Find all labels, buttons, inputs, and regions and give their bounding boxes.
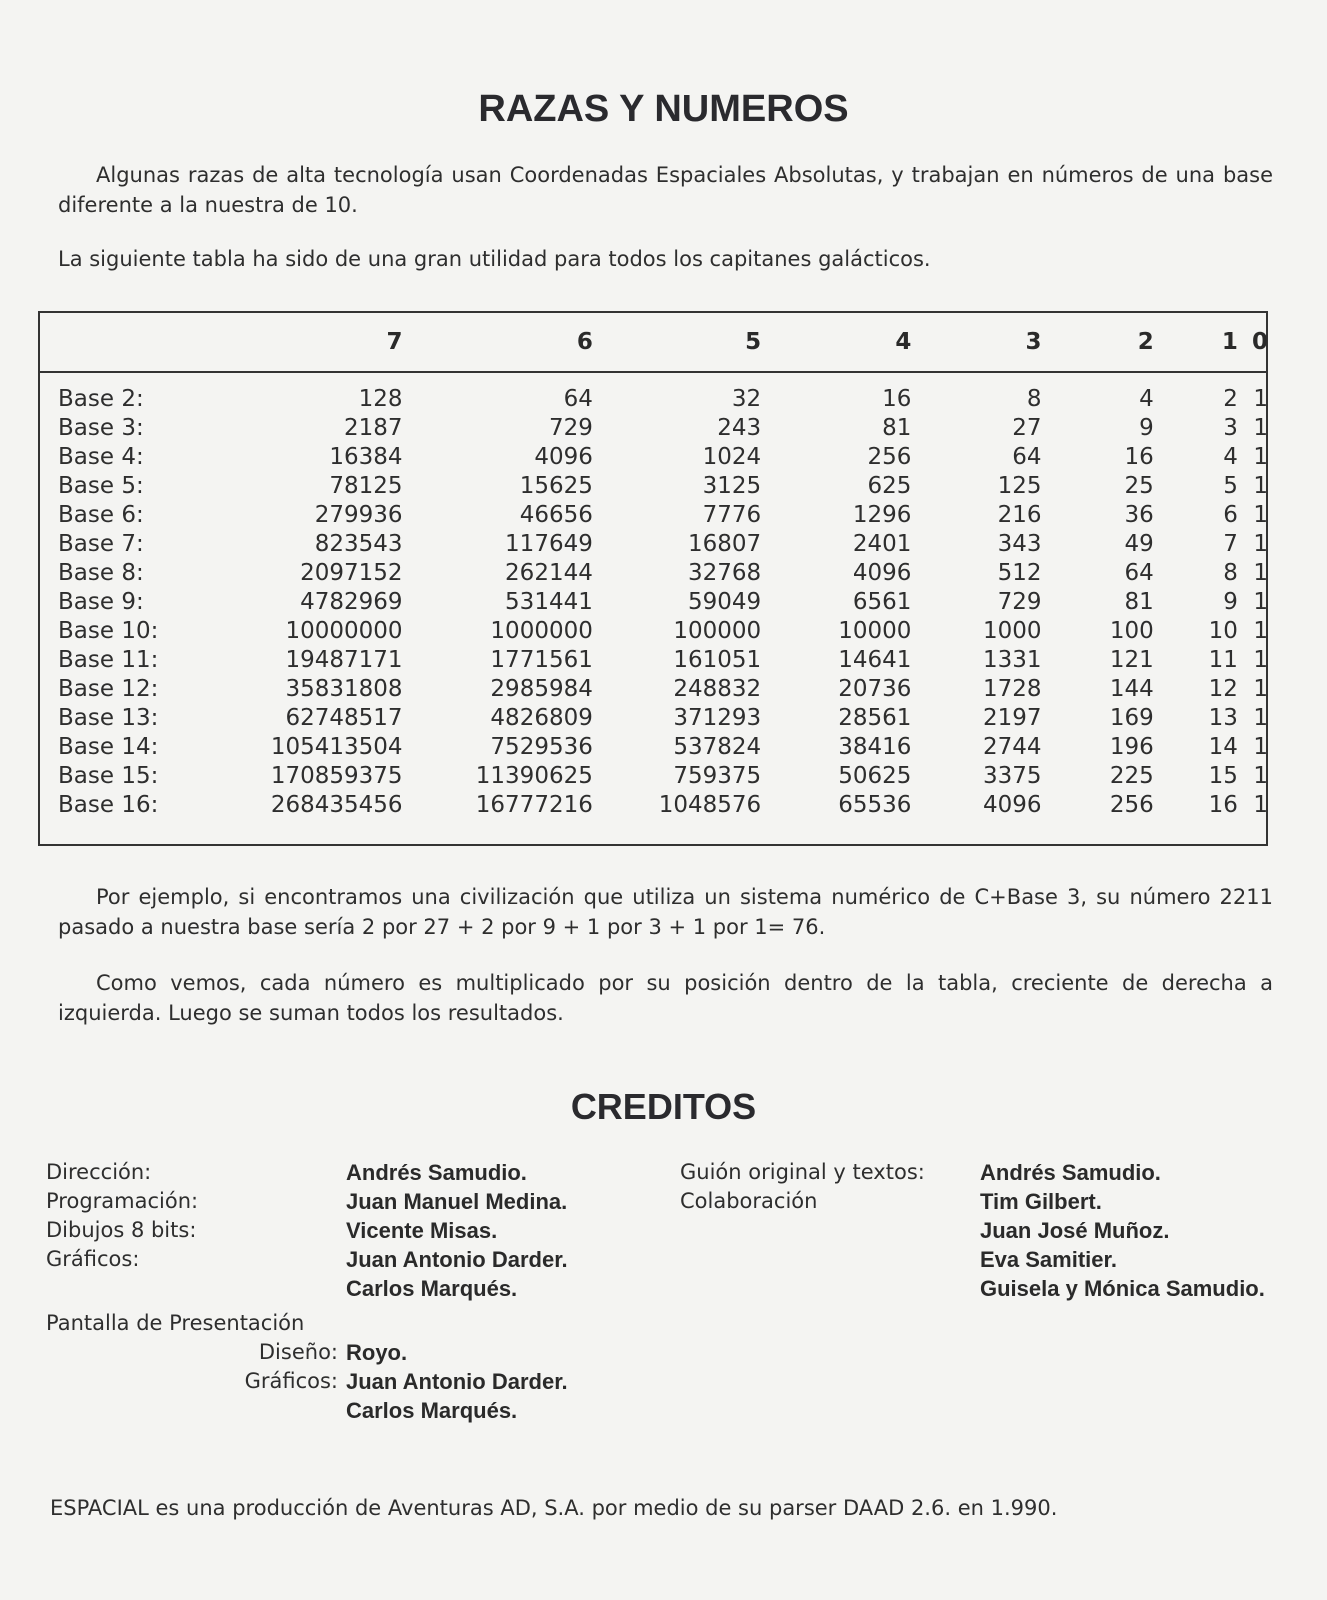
table-cell: 4 <box>1223 444 1238 470</box>
credit-row <box>46 1274 568 1303</box>
table-cell: 9 <box>1223 589 1238 615</box>
table-cell: 1 <box>1253 734 1268 760</box>
table-cell: 59049 <box>687 589 762 615</box>
table-row <box>40 762 1268 791</box>
table-cell: 65536 <box>838 792 912 818</box>
table-cell: 1 <box>1253 705 1268 731</box>
credit-row <box>46 1158 568 1187</box>
example-paragraph: Por ejemplo, si encontramos una civilización que utiliza un sistema numérico de C+Base 3, su número 2211 pasado a nuestra base sería 2 por 27 + 2 por 9 + 1 por 3 + 1 por 1= 76. <box>58 885 1273 939</box>
table-cell: 121 <box>1109 647 1154 673</box>
table-cell: 1 <box>1253 531 1268 557</box>
table-cell: 16 <box>1208 792 1238 818</box>
table-cell: 16 <box>1124 444 1154 470</box>
column-header-power-0: 0 <box>1251 329 1268 355</box>
table-cell: 512 <box>997 560 1042 586</box>
table-cell: 1 <box>1253 792 1268 818</box>
table-cell: 28561 <box>838 705 912 731</box>
credit-name: Juan Antonio Darder. <box>346 1369 568 1394</box>
row-label: Base 2: <box>58 386 144 412</box>
table-cell: 8 <box>1223 560 1238 586</box>
page-title: RAZAS Y NUMEROS <box>478 88 849 130</box>
column-header-power-7: 7 <box>386 329 403 355</box>
table-cell: 49 <box>1124 531 1154 557</box>
table-cell: 1000000 <box>490 618 593 644</box>
table-cell: 196 <box>1109 734 1154 760</box>
table-row <box>40 733 1268 762</box>
table-cell: 1 <box>1253 589 1268 615</box>
table-cell: 14641 <box>838 647 912 673</box>
table-cell: 2097152 <box>300 560 403 586</box>
credit-row <box>46 1309 568 1338</box>
credit-name: Vicente Misas. <box>346 1218 498 1243</box>
table-cell: 1 <box>1253 386 1268 412</box>
table-cell: 4782969 <box>300 589 403 615</box>
table-row <box>40 588 1268 617</box>
row-label: Base 10: <box>58 618 159 644</box>
table-cell: 225 <box>1109 763 1154 789</box>
table-cell: 19487171 <box>285 647 403 673</box>
table-cell: 105413504 <box>270 734 403 760</box>
credit-row <box>46 1338 568 1367</box>
table-cell: 4826809 <box>490 705 593 731</box>
credit-name: Andrés Samudio. <box>980 1160 1161 1185</box>
table-cell: 1048576 <box>658 792 762 818</box>
table-cell: 823543 <box>314 531 403 557</box>
credit-role: Gráficos: <box>244 1369 338 1393</box>
credit-role: Gráficos: <box>46 1247 140 1271</box>
column-header-power-1: 1 <box>1221 329 1238 355</box>
row-label: Base 9: <box>58 589 144 615</box>
table-cell: 11 <box>1208 647 1238 673</box>
row-label: Base 5: <box>58 473 144 499</box>
row-label: Base 7: <box>58 531 144 557</box>
table-cell: 256 <box>867 444 912 470</box>
column-header-power-6: 6 <box>576 329 593 355</box>
credit-name: Juan Manuel Medina. <box>346 1189 568 1214</box>
table-cell: 248832 <box>673 676 762 702</box>
table-cell: 1 <box>1253 560 1268 586</box>
row-label: Base 4: <box>58 444 144 470</box>
table-cell: 1296 <box>852 502 912 528</box>
table-cell: 81 <box>882 415 912 441</box>
table-cell: 15625 <box>519 473 593 499</box>
credit-role: Programación: <box>46 1189 199 1213</box>
credit-row <box>680 1158 1265 1187</box>
table-cell: 32768 <box>687 560 762 586</box>
footer-note: ESPACIAL es una producción de Aventuras AD, S.A. por medio de su parser DAAD 2.6. en 1.990. <box>50 1496 1058 1520</box>
credit-name: Carlos Marqués. <box>346 1276 518 1301</box>
credit-row <box>680 1216 1265 1245</box>
table-cell: 2985984 <box>490 676 593 702</box>
column-header-power-5: 5 <box>745 329 762 355</box>
table-cell: 125 <box>997 473 1042 499</box>
table-row <box>40 371 1268 414</box>
credits-right-column <box>680 1158 1265 1303</box>
table-cell: 78125 <box>329 473 403 499</box>
table-cell: 2744 <box>983 734 1042 760</box>
table-cell: 1 <box>1253 444 1268 470</box>
credit-row <box>680 1187 1265 1216</box>
table-cell: 64 <box>563 386 593 412</box>
table-cell: 729 <box>997 589 1042 615</box>
table-row <box>40 704 1268 733</box>
table-row <box>40 414 1268 443</box>
table-cell: 62748517 <box>285 705 403 731</box>
table-cell: 2197 <box>983 705 1042 731</box>
credit-name: Carlos Marqués. <box>346 1398 518 1423</box>
credits-title: CREDITOS <box>570 1086 757 1127</box>
table-cell: 1000 <box>983 618 1042 644</box>
table-cell: 1331 <box>983 647 1042 673</box>
table-cell: 1 <box>1253 676 1268 702</box>
credit-role: Dibujos 8 bits: <box>46 1218 197 1242</box>
credit-name: Juan José Muñoz. <box>980 1218 1170 1243</box>
table-cell: 15 <box>1208 763 1238 789</box>
table-cell: 625 <box>867 473 912 499</box>
credit-role: Colaboración <box>680 1189 818 1213</box>
table-cell: 35831808 <box>285 676 403 702</box>
table-cell: 10000 <box>838 618 912 644</box>
table-cell: 8 <box>1026 386 1042 412</box>
table-cell: 144 <box>1109 676 1154 702</box>
row-label: Base 8: <box>58 560 144 586</box>
table-cell: 531441 <box>505 589 593 615</box>
table-cell: 216 <box>997 502 1042 528</box>
table-cell: 20736 <box>838 676 912 702</box>
credit-row <box>46 1396 568 1425</box>
table-row <box>40 501 1268 530</box>
table-cell: 13 <box>1208 705 1238 731</box>
intro-paragraph: Algunas razas de alta tecnología usan Coordenadas Espaciales Absolutas, y trabajan en números de una base diferente a la nuestra de 10. <box>58 163 1273 217</box>
row-label: Base 11: <box>58 647 159 673</box>
table-cell: 38416 <box>838 734 912 760</box>
table-cell: 3125 <box>702 473 762 499</box>
credit-name: Royo. <box>346 1340 408 1365</box>
table-cell: 4 <box>1139 386 1154 412</box>
table-cell: 7 <box>1223 531 1238 557</box>
table-body <box>40 371 1268 820</box>
powers-table <box>40 313 1268 820</box>
credit-role: Dirección: <box>46 1160 152 1184</box>
table-cell: 2187 <box>344 415 403 441</box>
table-cell: 3 <box>1223 415 1238 441</box>
credit-name: Guisela y Mónica Samudio. <box>980 1276 1265 1301</box>
table-cell: 5 <box>1223 473 1238 499</box>
row-label: Base 6: <box>58 502 144 528</box>
row-label: Base 3: <box>58 415 144 441</box>
table-cell: 161051 <box>673 647 762 673</box>
table-cell: 128 <box>358 386 403 412</box>
header-spacer <box>40 313 230 371</box>
table-header-row <box>40 313 1268 371</box>
table-cell: 268435456 <box>270 792 403 818</box>
table-cell: 4096 <box>534 444 593 470</box>
credit-role: Diseño: <box>258 1340 338 1364</box>
table-cell: 11390625 <box>475 763 593 789</box>
table-cell: 16 <box>882 386 912 412</box>
credit-role: Guión original y textos: <box>680 1160 925 1184</box>
table-cell: 16777216 <box>475 792 593 818</box>
table-cell: 729 <box>548 415 593 441</box>
credit-name: Eva Samitier. <box>980 1247 1117 1272</box>
credit-row <box>46 1216 568 1245</box>
table-cell: 279936 <box>314 502 403 528</box>
table-cell: 343 <box>997 531 1042 557</box>
table-cell: 1 <box>1253 763 1268 789</box>
table-cell: 1024 <box>702 444 762 470</box>
table-cell: 27 <box>1012 415 1042 441</box>
table-cell: 1 <box>1253 618 1268 644</box>
table-row <box>40 559 1268 588</box>
table-cell: 7529536 <box>490 734 593 760</box>
table-cell: 1 <box>1253 473 1268 499</box>
credit-name: Juan Antonio Darder. <box>346 1247 568 1272</box>
intro-paragraph-2: La siguiente tabla ha sido de una gran utilidad para todos los capitanes galácticos. <box>58 247 931 271</box>
table-cell: 16807 <box>687 531 762 557</box>
table-row <box>40 530 1268 559</box>
table-cell: 262144 <box>505 560 593 586</box>
table-cell: 256 <box>1109 792 1154 818</box>
table-cell: 4096 <box>852 560 912 586</box>
table-cell: 2 <box>1223 386 1238 412</box>
row-label: Base 12: <box>58 676 159 702</box>
table-cell: 36 <box>1124 502 1154 528</box>
table-cell: 371293 <box>673 705 762 731</box>
table-row <box>40 443 1268 472</box>
table-cell: 16384 <box>329 444 403 470</box>
credit-row <box>680 1245 1265 1274</box>
table-cell: 1 <box>1253 502 1268 528</box>
table-cell: 117649 <box>505 531 593 557</box>
table-cell: 100000 <box>673 618 762 644</box>
table-cell: 1728 <box>983 676 1042 702</box>
table-cell: 50625 <box>838 763 912 789</box>
column-header-power-2: 2 <box>1137 329 1154 355</box>
table-cell: 4096 <box>983 792 1042 818</box>
table-cell: 2401 <box>852 531 912 557</box>
table-cell: 25 <box>1124 473 1154 499</box>
table-cell: 12 <box>1208 676 1238 702</box>
table-cell: 46656 <box>519 502 593 528</box>
table-cell: 6 <box>1223 502 1238 528</box>
table-cell: 537824 <box>673 734 762 760</box>
table-cell: 1 <box>1253 647 1268 673</box>
table-cell: 1 <box>1253 415 1268 441</box>
table-row <box>40 675 1268 704</box>
table-cell: 9 <box>1139 415 1154 441</box>
row-label: Base 15: <box>58 763 159 789</box>
credit-row <box>680 1274 1265 1303</box>
table-row <box>40 791 1268 820</box>
table-row <box>40 617 1268 646</box>
credit-row <box>46 1367 568 1396</box>
table-row <box>40 646 1268 675</box>
credit-row <box>46 1187 568 1216</box>
column-header-power-3: 3 <box>1025 329 1042 355</box>
table-cell: 1771561 <box>490 647 593 673</box>
table-cell: 170859375 <box>270 763 403 789</box>
table-cell: 243 <box>717 415 762 441</box>
credit-name: Andrés Samudio. <box>346 1160 527 1185</box>
table-cell: 7776 <box>702 502 762 528</box>
credits-left-column <box>46 1158 568 1425</box>
table-cell: 10000000 <box>285 618 403 644</box>
credit-name: Tim Gilbert. <box>980 1189 1102 1214</box>
table-cell: 169 <box>1109 705 1154 731</box>
explanation-paragraph: Como vemos, cada número es multiplicado por su posición dentro de la tabla, creciente de derecha a izquierda. Luego se suman todos los resultados. <box>58 971 1273 1025</box>
table-cell: 10 <box>1208 618 1238 644</box>
table-cell: 14 <box>1208 734 1238 760</box>
table-cell: 6561 <box>852 589 912 615</box>
table-cell: 64 <box>1124 560 1154 586</box>
row-label: Base 13: <box>58 705 159 731</box>
table-cell: 64 <box>1012 444 1042 470</box>
powers-table-frame <box>38 311 1268 846</box>
table-cell: 759375 <box>673 763 762 789</box>
credit-section-heading: Pantalla de Presentación <box>46 1311 305 1335</box>
table-row <box>40 472 1268 501</box>
column-header-power-4: 4 <box>895 329 912 355</box>
row-label: Base 16: <box>58 792 159 818</box>
table-cell: 100 <box>1109 618 1154 644</box>
table-cell: 81 <box>1124 589 1154 615</box>
credit-row <box>46 1245 568 1274</box>
table-cell: 3375 <box>983 763 1042 789</box>
row-label: Base 14: <box>58 734 159 760</box>
table-cell: 32 <box>731 386 762 412</box>
